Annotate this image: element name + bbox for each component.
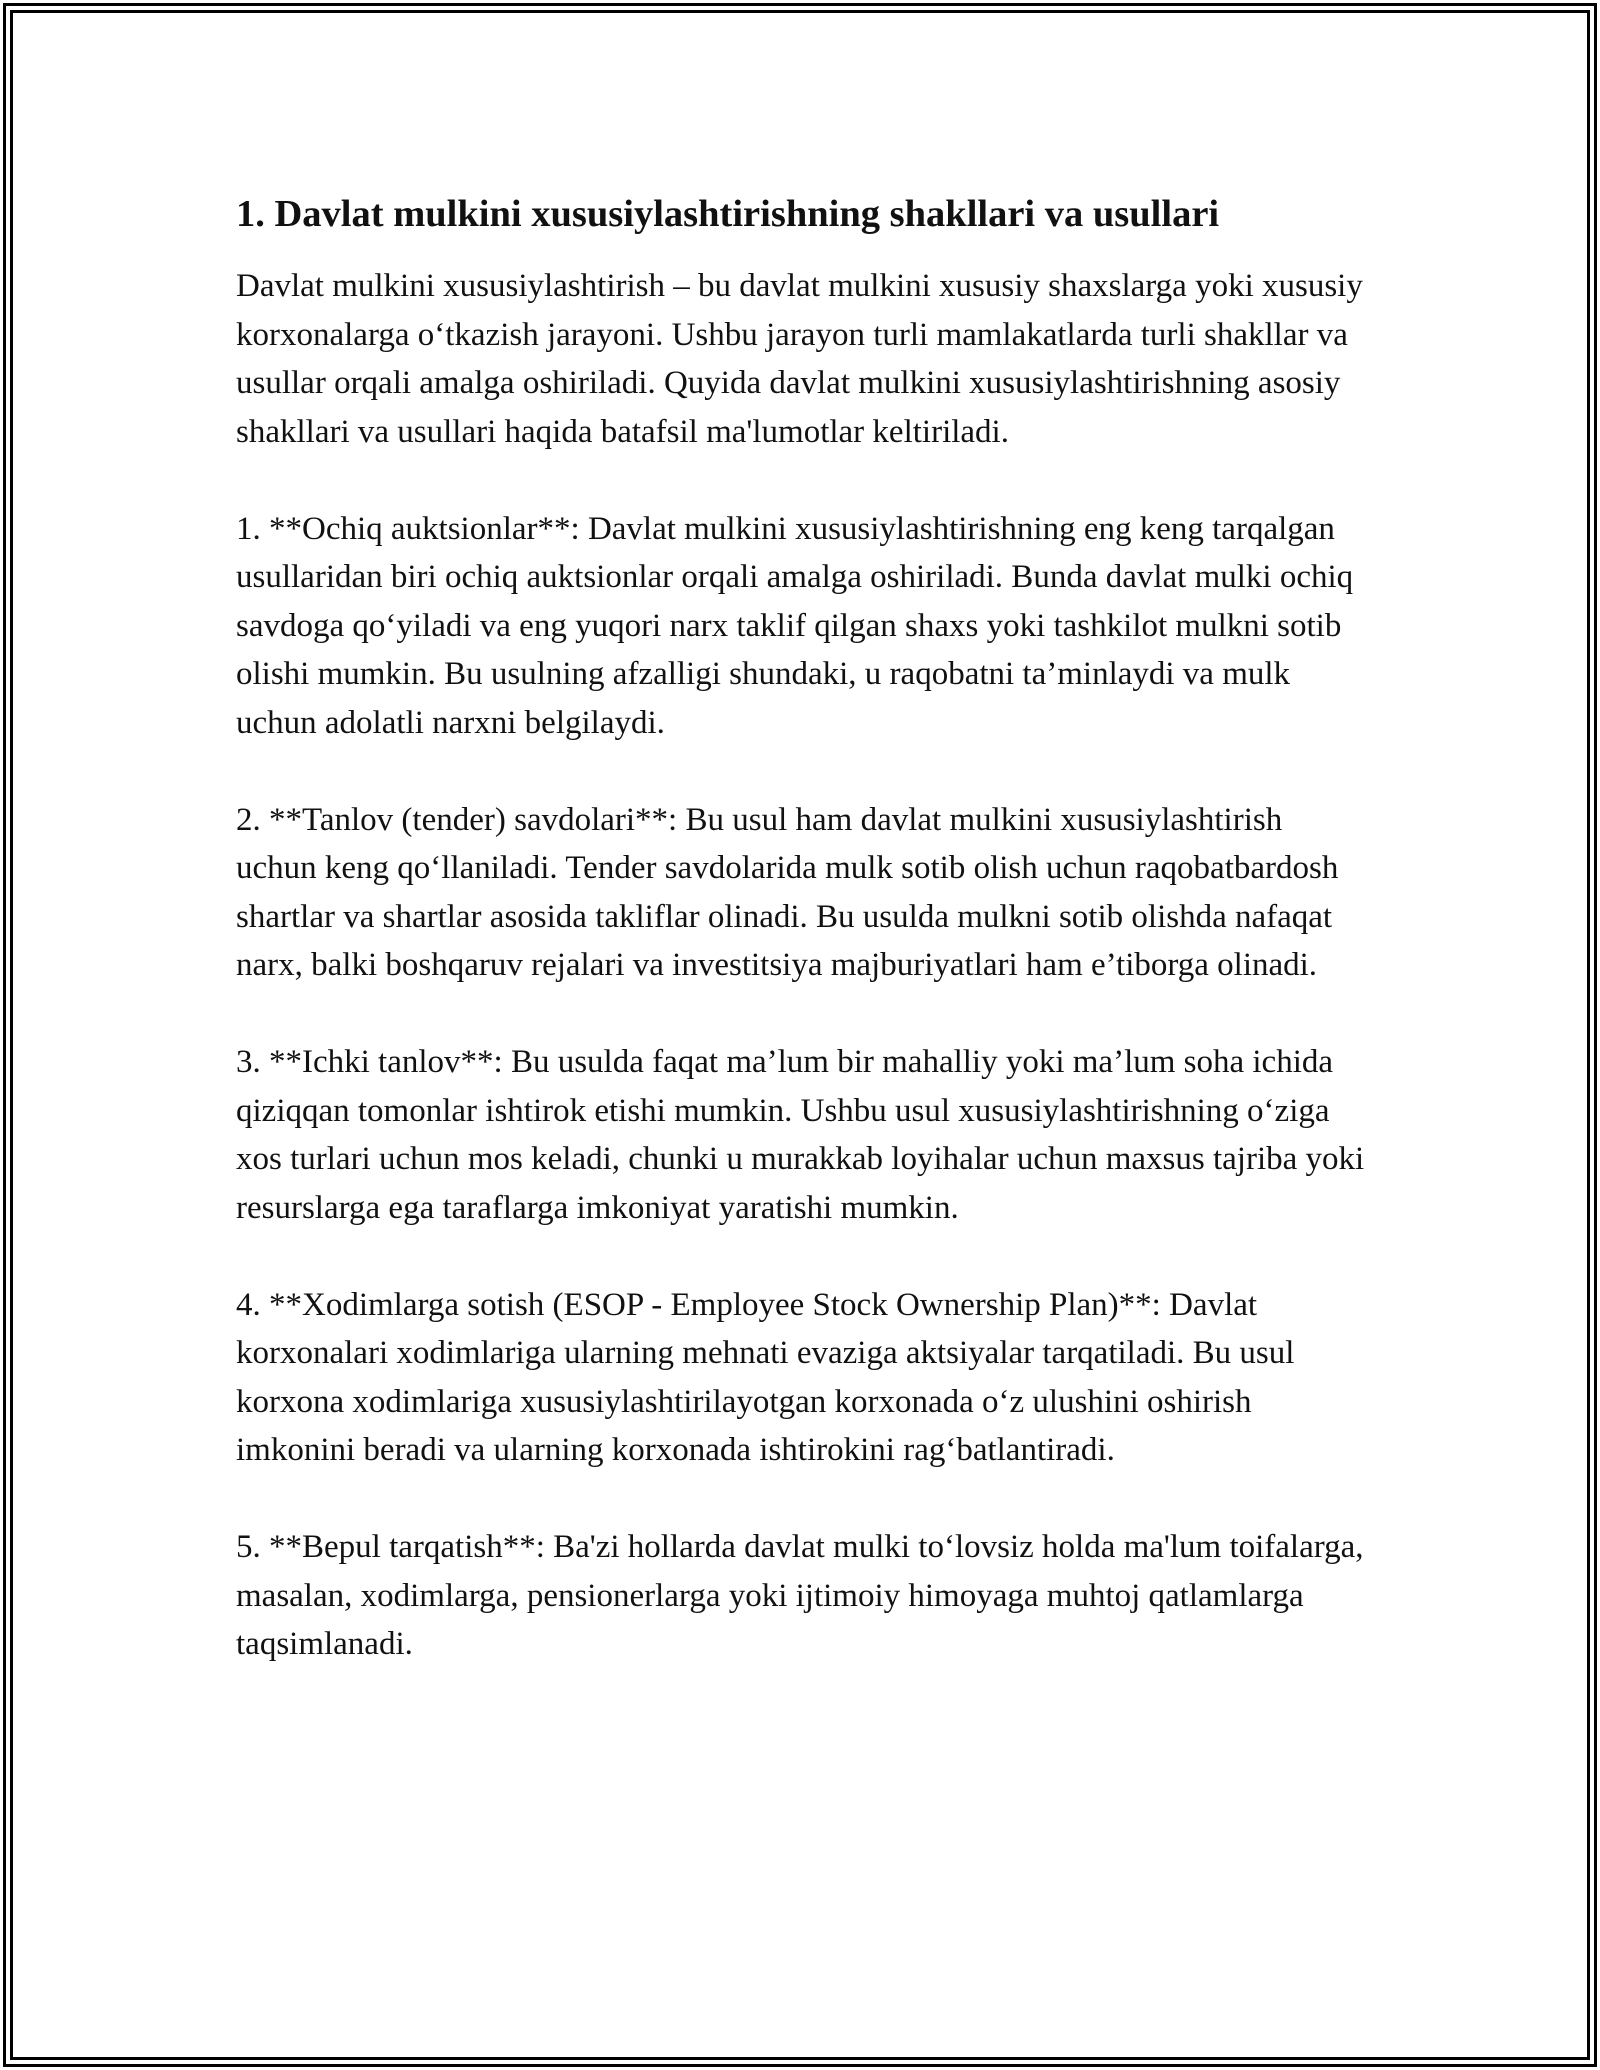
document-body	[236, 188, 1366, 1669]
method-item-internal-tender: 3. **Ichki tanlov**: Bu usulda faqat ma’lum bir mahalliy yoki ma’lum soha ichida qiziqqan tomonlar ishtirok etishi mumkin. Ushbu usul xususiylashtirishning o‘ziga xos turlari uchun mos keladi, chunki u murakkab loyihalar uchun maxsus tajriba yoki resurslarga ega taraflarga imkoniyat yaratishi mumkin.	[236, 1044, 1365, 1226]
method-item-open-auctions: 1. **Ochiq auktsionlar**: Davlat mulkini xususiylashtirishning eng keng tarqalgan usullaridan biri ochiq auktsionlar orqali amalga oshiriladi. Bunda davlat mulki ochiq savdoga qo‘yiladi va eng yuqori narx taklif qilgan shaxs yoki tashkilot mulkni sotib olishi mumkin. Bu usulning afzalligi shundaki, u raqobatni ta’minlaydi va mulk uchun adolatli narxni belgilaydi.	[236, 510, 1354, 741]
method-item-esop: 4. **Xodimlarga sotish (ESOP - Employee Stock Ownership Plan)**: Davlat korxonalari xodimlariga ularning mehnati evaziga aktsiyalar tarqatiladi. Bu usul korxona xodimlariga xususiylashtirilayotgan korxonada o‘z ulushini oshirish imkonini beradi va ularning korxonada ishtirokini rag‘batlantiradi.	[236, 1286, 1295, 1468]
method-item-free-distribution: 5. **Bepul tarqatish**: Ba'zi hollarda davlat mulki to‘lovsiz holda ma'lum toifalarga, masalan, xodimlarga, pensionerlarga yoki ijtimoiy himoyaga muhtoj qatlamlarga taqsimlanadi.	[236, 1529, 1364, 1662]
intro-paragraph: Davlat mulkini xususiylashtirish – bu davlat mulkini xususiy shaxslarga yoki xususiy korxonalarga o‘tkazish jarayoni. Ushbu jarayon turli mamlakatlarda turli shakllar va usullar orqali amalga oshiriladi. Quyida davlat mulkini xususiylashtirishning asosiy shakllari va usullari haqida batafsil ma'lumotlar keltiriladi.	[236, 268, 1363, 450]
method-item-tender: 2. **Tanlov (tender) savdolari**: Bu usul ham davlat mulkini xususiylashtirish uchun keng qo‘llaniladi. Tender savdolarida mulk sotib olish uchun raqobatbardosh shartlar va shartlar asosida takliflar olinadi. Bu usulda mulkni sotib olishda nafaqat narx, balki boshqaruv rejalari va investitsiya majburiyatlari ham e’tiborga olinadi.	[236, 801, 1339, 983]
document-title: 1. Davlat mulkini xususiylashtirishning shakllari va usullari	[236, 193, 1220, 235]
